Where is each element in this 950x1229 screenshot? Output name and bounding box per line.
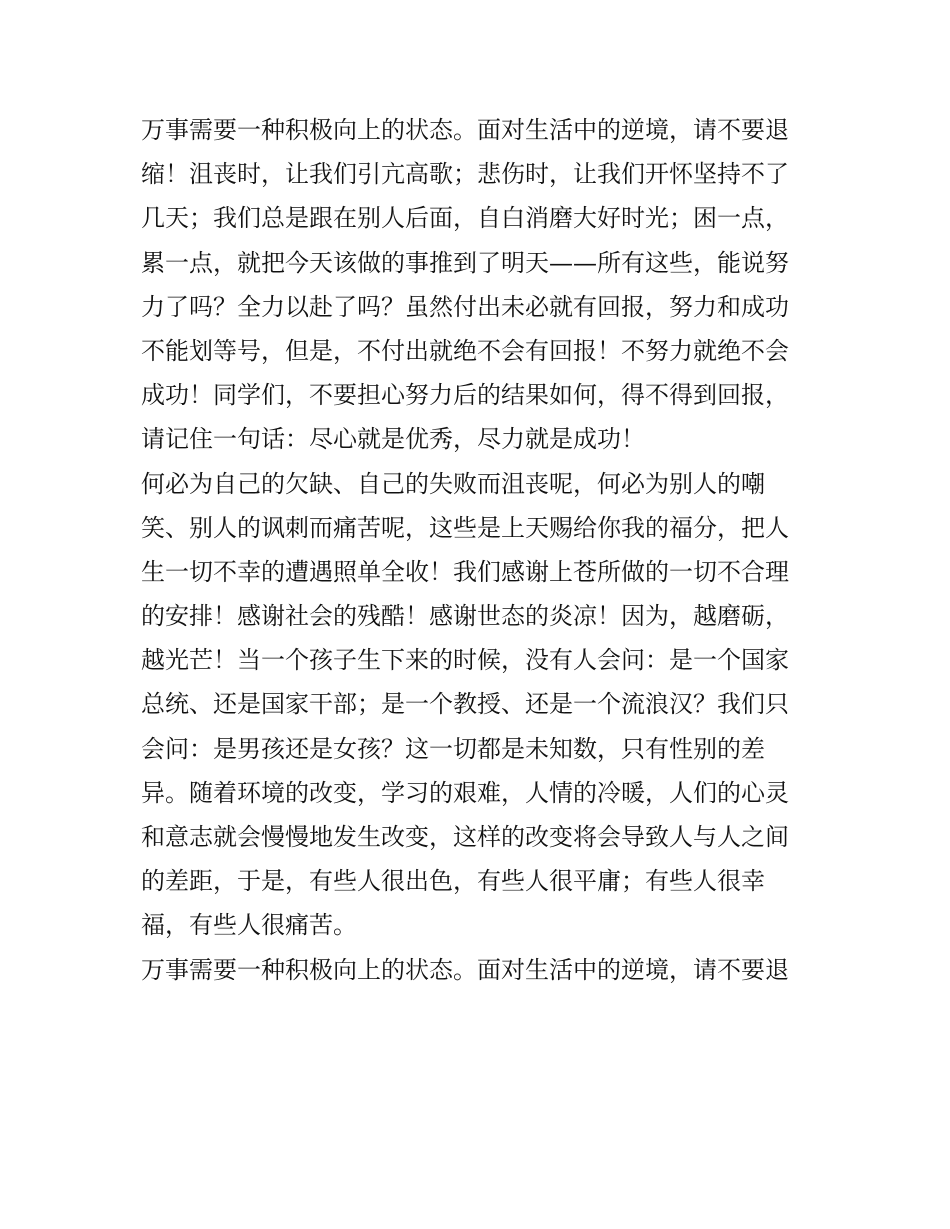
- text-line: 缩！沮丧时，让我们引亢高歌；悲伤时，让我们开怀坚持不了: [141, 160, 789, 189]
- text-line: 几天；我们总是跟在别人后面，自白消磨大好时光；困一点，: [141, 204, 789, 233]
- text-line: 越光芒！当一个孩子生下来的时候，没有人会问：是一个国家: [141, 646, 789, 675]
- text-line: 请记住一句话：尽心就是优秀，尽力就是成功！: [141, 425, 645, 454]
- text-line: 异。随着环境的改变，学习的艰难，人情的冷暖，人们的心灵: [141, 778, 789, 807]
- text-line: 力了吗？全力以赴了吗？虽然付出未必就有回报，努力和成功: [141, 292, 789, 321]
- text-line: 累一点，就把今天该做的事推到了明天——所有这些，能说努: [141, 248, 789, 277]
- text-line: 生一切不幸的遭遇照单全收！我们感谢上苍所做的一切不合理: [141, 557, 789, 586]
- text-line: 的安排！感谢社会的残酷！感谢世态的炎凉！因为，越磨砺，: [141, 602, 789, 631]
- text-line: 福，有些人很痛苦。: [141, 911, 357, 940]
- text-line: 会问：是男孩还是女孩？这一切都是未知数，只有性别的差: [141, 734, 765, 763]
- text-line: 万事需要一种积极向上的状态。面对生活中的逆境，请不要退: [141, 955, 789, 984]
- text-line: 和意志就会慢慢地发生改变，这样的改变将会导致人与人之间: [141, 823, 789, 851]
- text-line: 何必为自己的欠缺、自己的失败而沮丧呢，何必为别人的嘲: [141, 469, 765, 498]
- body-text: [141, 108, 821, 992]
- text-line: 万事需要一种积极向上的状态。面对生活中的逆境，请不要退: [141, 116, 789, 144]
- text-line: 不能划等号，但是，不付出就绝不会有回报！不努力就绝不会: [141, 336, 789, 365]
- text-line: 的差距，于是，有些人很出色，有些人很平庸；有些人很幸: [141, 867, 765, 896]
- text-line: 成功！同学们，不要担心努力后的结果如何，得不得到回报，: [141, 381, 789, 410]
- text-line: 总统、还是国家干部；是一个教授、还是一个流浪汉？我们只: [141, 690, 789, 719]
- text-line: 笑、别人的讽刺而痛苦呢，这些是上天赐给你我的福分，把人: [141, 513, 789, 542]
